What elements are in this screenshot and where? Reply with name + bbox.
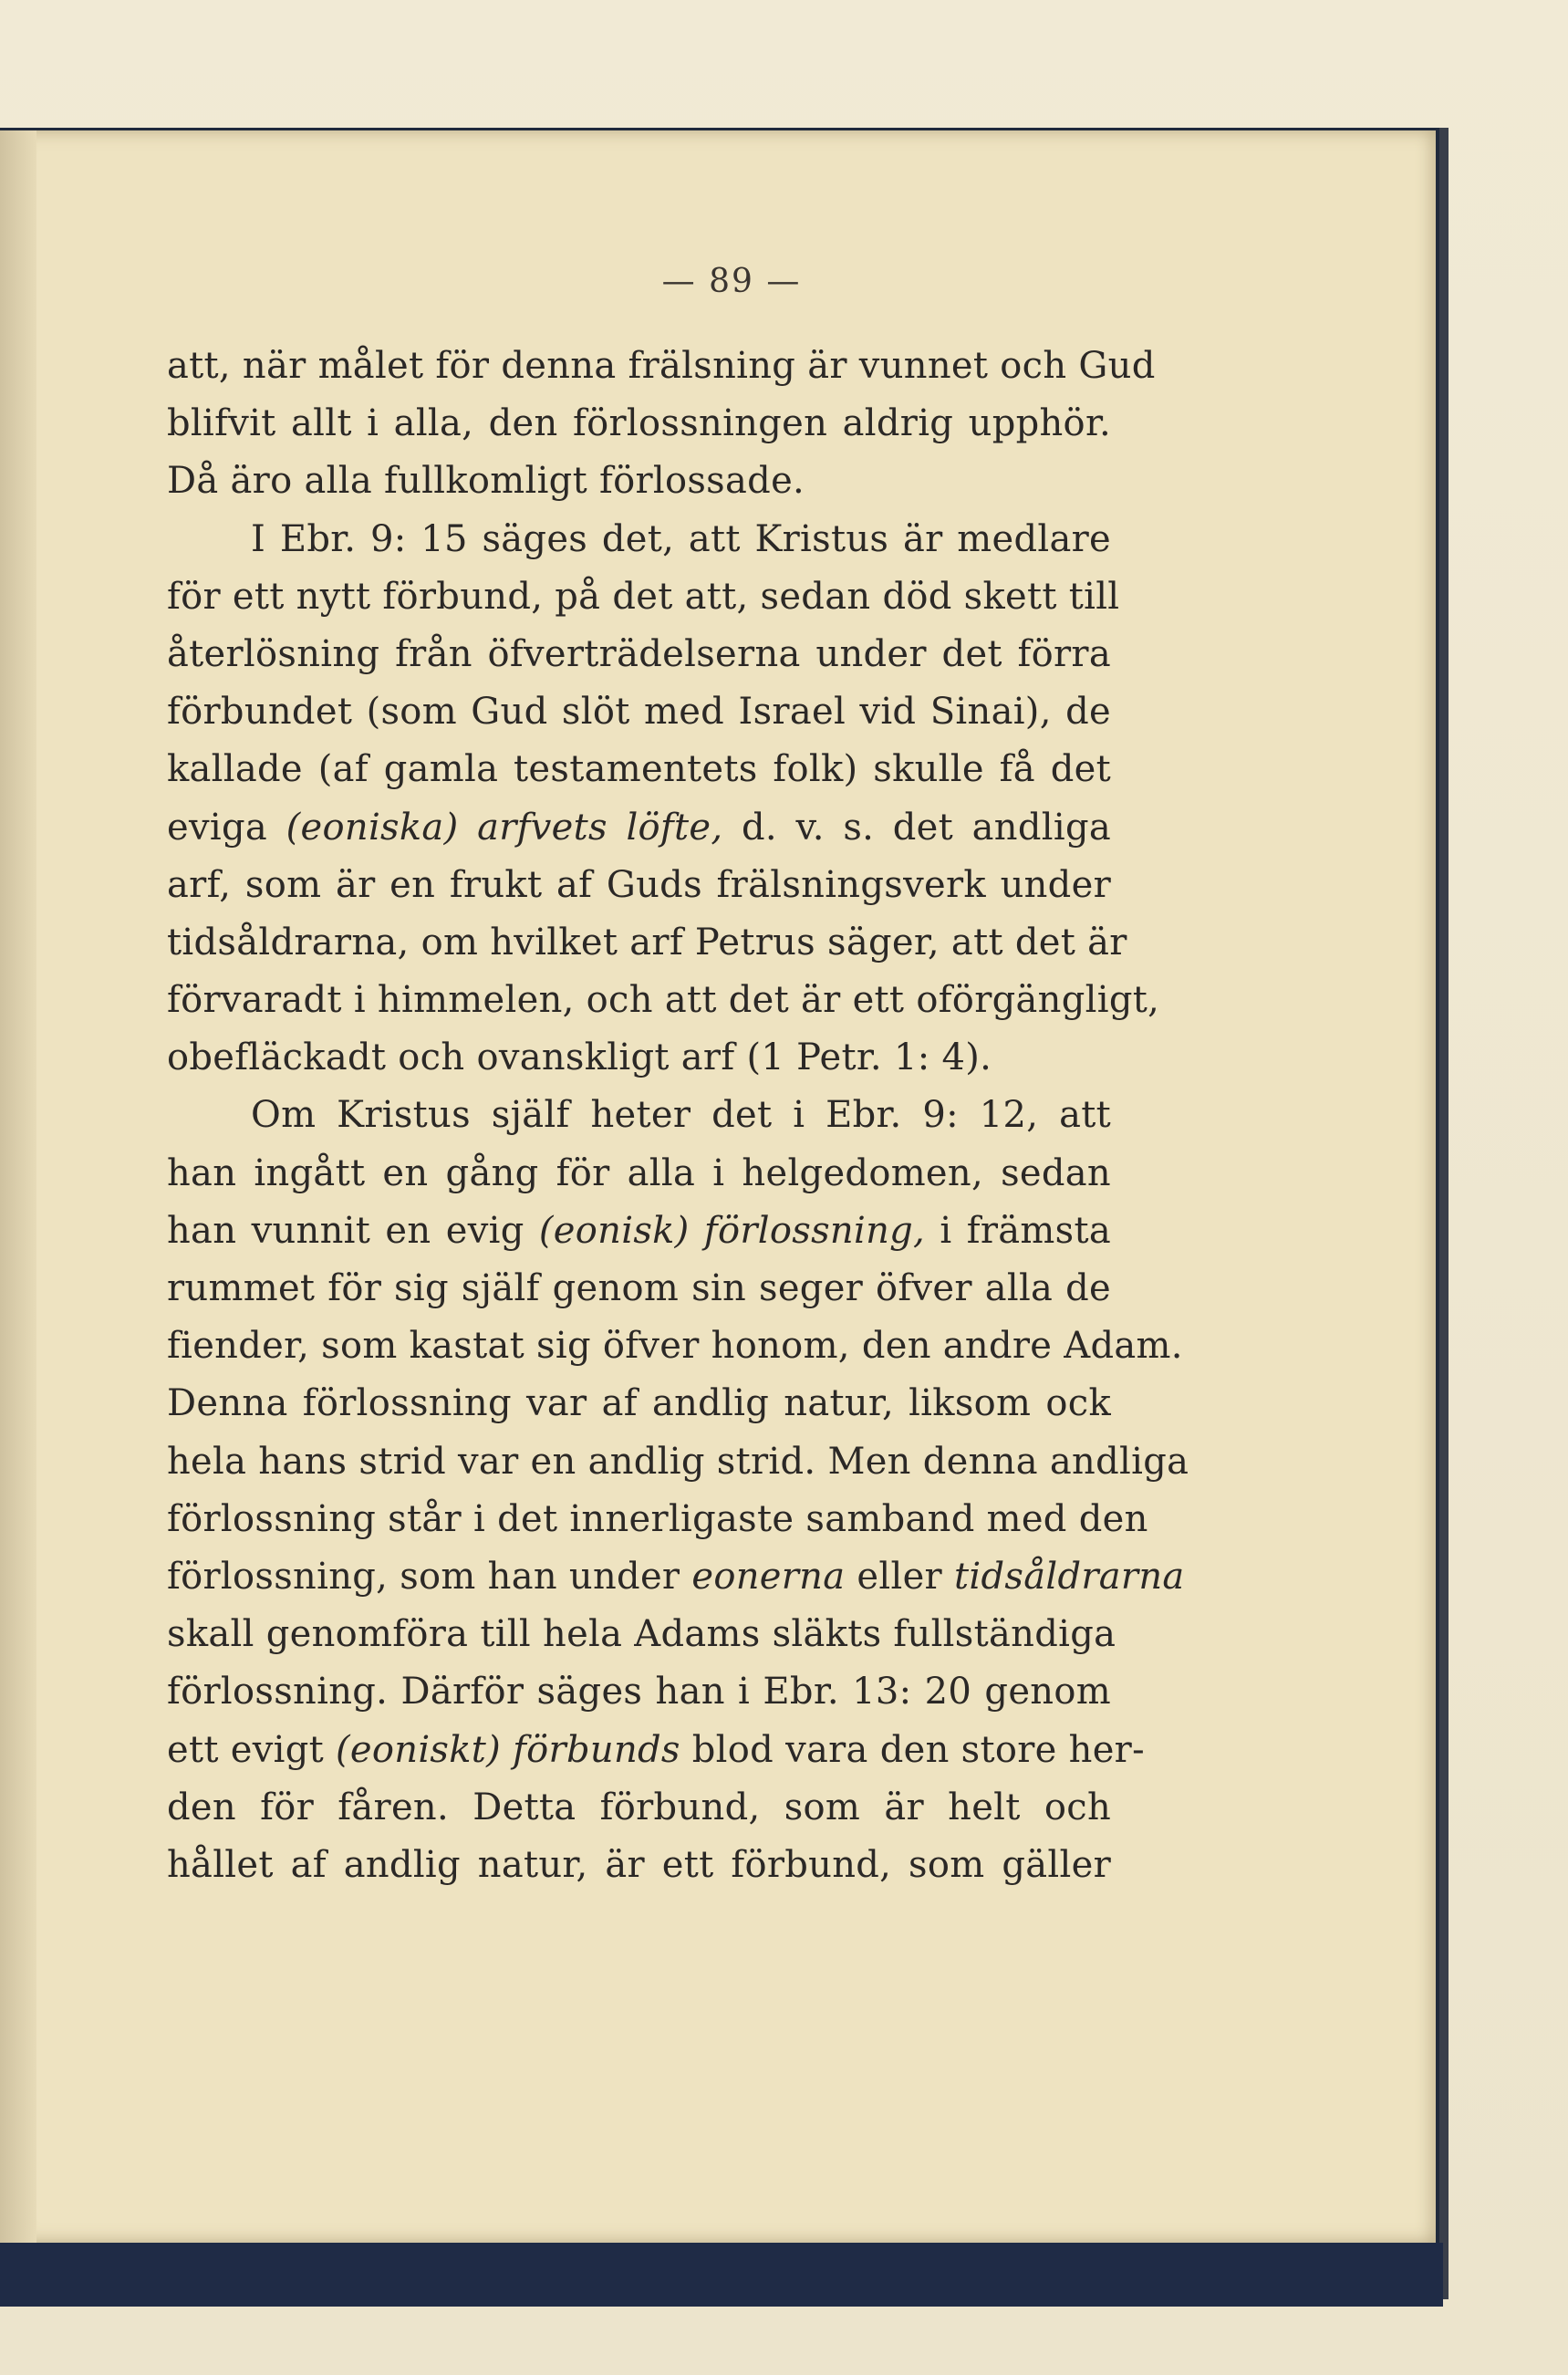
text-line <box>167 395 1111 453</box>
text-span: Då äro alla fullkomligt förlossade. <box>167 460 805 503</box>
text-line <box>167 1433 1189 1491</box>
book-cover-bottom <box>0 2243 1443 2307</box>
italic-text: (eonisk) förlossning, <box>538 1209 926 1252</box>
text-span: blod vara den store her- <box>680 1728 1145 1771</box>
text-line <box>167 1491 1148 1548</box>
text-line <box>167 914 1127 972</box>
text-line <box>167 1029 1111 1087</box>
italic-text: eonerna <box>691 1555 846 1598</box>
text-line <box>167 1145 1111 1203</box>
italic-text: (eoniskt) förbunds <box>336 1728 680 1771</box>
text-line <box>167 338 1156 395</box>
text-line <box>167 1837 1111 1894</box>
page-number: — 89 — <box>661 263 802 300</box>
text-span: hållet af andlig natur, är ett förbund, som gäller <box>167 1843 1111 1886</box>
text-line <box>167 453 1111 510</box>
text-span: arf, som är en frukt af Guds frälsningsverk under <box>167 863 1111 906</box>
italic-text: (eoniska) arfvets löfte, <box>286 806 723 849</box>
text-span: rummet för sig själf genom sin seger öfver alla de <box>167 1267 1111 1309</box>
text-span: tidsåldrarna, om hvilket arf Petrus säger, att det är <box>167 921 1127 964</box>
text-line <box>167 857 1111 914</box>
text-span: obefläckadt och ovanskligt arf (1 Petr. 1: 4). <box>167 1036 992 1079</box>
text-span: den för fåren. Detta förbund, som är helt och <box>167 1786 1111 1828</box>
text-line <box>167 1318 1183 1375</box>
text-span: fiender, som kastat sig öfver honom, den andre Adam. <box>167 1325 1183 1368</box>
text-line <box>167 626 1111 683</box>
text-span: för ett nytt förbund, på det att, sedan död skett till <box>167 575 1120 618</box>
text-span: Denna förlossning var af andlig natur, liksom ock <box>167 1382 1111 1425</box>
text-span: förlossning, som han under <box>167 1555 692 1598</box>
text-span: d. v. s. det andliga <box>722 806 1111 849</box>
text-line <box>167 511 1111 568</box>
text-line <box>167 568 1120 626</box>
text-span: i främsta <box>925 1209 1111 1252</box>
text-span: förvaradt i himmelen, och att det är ett oförgängligt, <box>167 979 1160 1022</box>
text-span: återlösning från öfverträdelserna under det förra <box>167 632 1111 675</box>
text-line <box>167 1779 1111 1837</box>
text-line <box>167 1260 1111 1318</box>
text-line <box>167 1548 1185 1606</box>
text-span: skall genomföra till hela Adams släkts fullständiga <box>167 1613 1116 1656</box>
text-span: kallade (af gamla testamentets folk) skulle få det <box>167 748 1111 791</box>
text-line <box>167 1375 1111 1432</box>
text-span: eviga <box>167 806 286 849</box>
text-span: förbundet (som Gud slöt med Israel vid Sinai), de <box>167 691 1111 734</box>
text-span: förlossning. Därför säges han i Ebr. 13: 20 genom <box>167 1671 1111 1714</box>
text-line <box>167 1722 1145 1779</box>
text-span: Om Kristus själf heter det i Ebr. 9: 12, att <box>251 1094 1111 1137</box>
text-span: han vunnit en evig <box>167 1209 539 1252</box>
text-line <box>167 1606 1116 1663</box>
text-span: han ingått en gång för alla i helgedomen, sedan <box>167 1151 1111 1194</box>
text-span: ett evigt <box>167 1728 336 1771</box>
italic-text: tidsåldrarna <box>954 1555 1185 1598</box>
text-span: I Ebr. 9: 15 säges det, att Kristus är medlare <box>251 517 1111 560</box>
text-span: eller <box>845 1555 954 1598</box>
text-span: hela hans strid var en andlig strid. Men denna andliga <box>167 1440 1189 1483</box>
text-span: att, när målet för denna frälsning är vunnet och Gud <box>167 345 1156 387</box>
text-line <box>167 1087 1111 1144</box>
text-span: förlossning står i det innerligaste samband med den <box>167 1497 1148 1540</box>
page-gutter <box>0 130 36 2243</box>
body-text <box>167 338 1189 1894</box>
text-line <box>167 799 1111 857</box>
text-line <box>167 683 1111 741</box>
text-line <box>167 1203 1111 1260</box>
text-span: blifvit allt i alla, den förlossningen aldrig upphör. <box>167 402 1111 445</box>
book-cover-edge <box>1439 128 1449 2299</box>
text-line <box>167 972 1160 1029</box>
text-line <box>167 1663 1111 1721</box>
text-line <box>167 741 1111 798</box>
